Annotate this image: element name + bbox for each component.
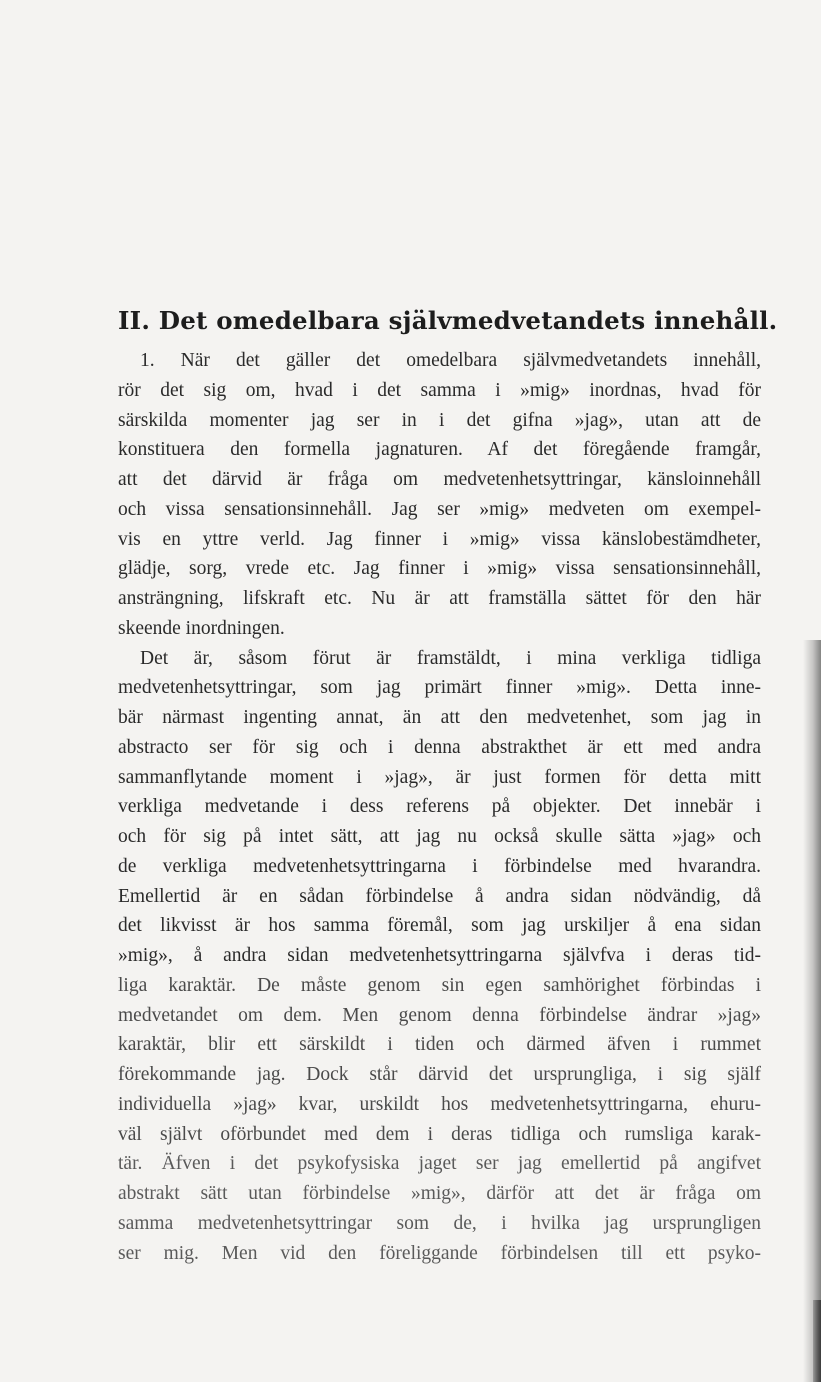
text-line: förekommande jag. Dock står därvid det ursprungliga, i sig själf bbox=[118, 1064, 761, 1085]
text-line: »mig», å andra sidan medvetenhetsyttringarna självfva i deras tid- bbox=[118, 945, 761, 966]
text-line: glädje, sorg, vrede etc. Jag finner i »mig» vissa sensationsinnehåll, bbox=[118, 558, 761, 580]
text-line: sammanflytande moment i »jag», är just formen för detta mitt bbox=[118, 766, 761, 788]
text-line: Emellertid är en sådan förbindelse å andra sidan nödvändig, då bbox=[118, 885, 761, 907]
text-line: att det därvid är fråga om medvetenhetsyttringar, känsloinnehåll bbox=[118, 469, 761, 490]
text-line: ser mig. Men vid den föreliggande förbindelsen till ett psyko- bbox=[118, 1242, 761, 1264]
body-text bbox=[118, 346, 761, 1268]
text-line: rör det sig om, hvad i det samma i »mig» inordnas, hvad för bbox=[118, 379, 761, 401]
text-line: väl självt oförbundet med dem i deras tidliga och rumsliga karak- bbox=[118, 1123, 761, 1145]
text-line: de verkliga medvetenhetsyttringarna i förbindelse med hvarandra. bbox=[118, 855, 761, 877]
text-line: abstracto ser för sig och i denna abstrakthet är ett med andra bbox=[118, 736, 761, 758]
text-line: liga karaktär. De måste genom sin egen samhörighet förbindas i bbox=[118, 974, 761, 996]
text-line: ansträngning, lifskraft etc. Nu är att framställa sättet för den här bbox=[118, 588, 761, 609]
text-line: medvetandet om dem. Men genom denna förbindelse ändrar »jag» bbox=[118, 1004, 761, 1026]
text-line: abstrakt sätt utan förbindelse »mig», därför att det är fråga om bbox=[118, 1183, 761, 1204]
text-line: tär. Äfven i det psykofysiska jaget ser jag emellertid på angifvet bbox=[118, 1153, 761, 1175]
text-line: konstituera den formella jagnaturen. Af det föregående framgår, bbox=[118, 439, 761, 461]
text-line: särskilda momenter jag ser in i det gifna »jag», utan att de bbox=[118, 409, 761, 431]
text-line: och för sig på intet sätt, att jag nu också skulle sätta »jag» och bbox=[118, 826, 761, 847]
text-line: vis en yttre verld. Jag finner i »mig» vissa känslobestämdheter, bbox=[118, 528, 761, 550]
text-line: och vissa sensationsinnehåll. Jag ser »mig» medveten om exempel- bbox=[118, 498, 761, 520]
page-edge-shadow bbox=[803, 640, 821, 1382]
text-line: det likvisst är hos samma föremål, som jag urskiljer å ena sidan bbox=[118, 915, 761, 937]
text-line: karaktär, blir ett särskildt i tiden och därmed äfven i rummet bbox=[118, 1034, 761, 1056]
text-line: skeende inordningen. bbox=[118, 617, 285, 639]
text-line: 1. När det gäller det omedelbara självmedvetandets innehåll, bbox=[140, 350, 761, 371]
text-line: Det är, såsom förut är framstäldt, i mina verkliga tidliga bbox=[140, 647, 761, 669]
text-line: samma medvetenhetsyttringar som de, i hvilka jag ursprungligen bbox=[118, 1212, 761, 1234]
text-line: verkliga medvetande i dess referens på objekter. Det innebär i bbox=[118, 796, 761, 818]
page-edge-dark bbox=[813, 1300, 821, 1382]
text-line: medvetenhetsyttringar, som jag primärt finner »mig». Detta inne- bbox=[118, 677, 761, 699]
text-line: bär närmast ingenting annat, än att den medvetenhet, som jag in bbox=[118, 707, 761, 728]
chapter-heading: II. Det omedelbara självmedvetandets innehåll. bbox=[118, 306, 778, 335]
text-line: individuella »jag» kvar, urskildt hos medvetenhetsyttringarna, ehuru- bbox=[118, 1093, 761, 1115]
